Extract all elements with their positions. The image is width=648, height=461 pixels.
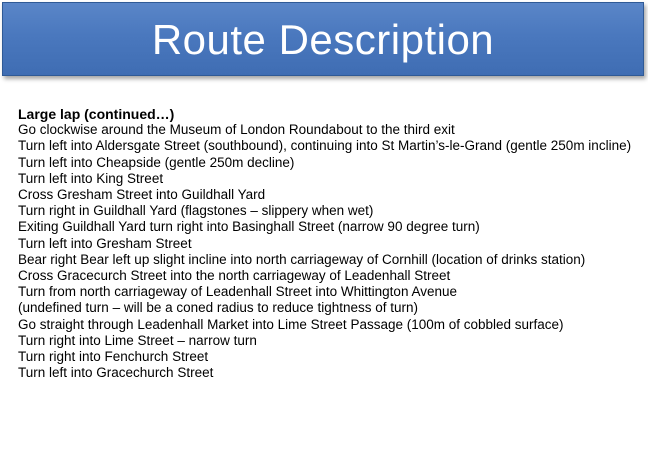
route-step: Turn left into Aldersgate Street (southbound), continuing into St Martin’s-le-Grand (gentle 250m incline) xyxy=(18,138,632,154)
route-step: Exiting Guildhall Yard turn right into Basinghall Street (narrow 90 degree turn) xyxy=(18,219,480,235)
title-banner xyxy=(2,2,644,76)
route-step: Turn right in Guildhall Yard (flagstones – slippery when wet) xyxy=(18,203,374,219)
route-description-body xyxy=(18,106,638,381)
page-title: Route Description xyxy=(151,16,495,63)
route-step: Turn left into Gracechurch Street xyxy=(18,365,214,381)
route-step: Cross Gracecurch Street into the north carriageway of Leadenhall Street xyxy=(18,268,451,284)
route-step: Go straight through Leadenhall Market into Lime Street Passage (100m of cobbled surface) xyxy=(18,316,564,332)
route-step: Go clockwise around the Museum of London Roundabout to the third exit xyxy=(18,122,455,138)
route-step: Turn left into Gresham Street xyxy=(18,235,192,251)
section-heading: Large lap (continued…) xyxy=(18,106,175,122)
route-step: Turn right into Lime Street – narrow turn xyxy=(18,332,257,348)
route-step: Turn left into Cheapside (gentle 250m decline) xyxy=(18,154,295,170)
route-step: (undefined turn – will be a coned radius to reduce tightness of turn) xyxy=(18,300,418,316)
route-step: Cross Gresham Street into Guildhall Yard xyxy=(18,187,266,203)
route-step: Bear right Bear left up slight incline into north carriageway of Cornhill (location of drinks station) xyxy=(18,251,586,267)
route-step: Turn from north carriageway of Leadenhall Street into Whittington Avenue xyxy=(18,284,458,300)
route-step: Turn left into King Street xyxy=(18,170,164,186)
route-step: Turn right into Fenchurch Street xyxy=(18,349,209,365)
